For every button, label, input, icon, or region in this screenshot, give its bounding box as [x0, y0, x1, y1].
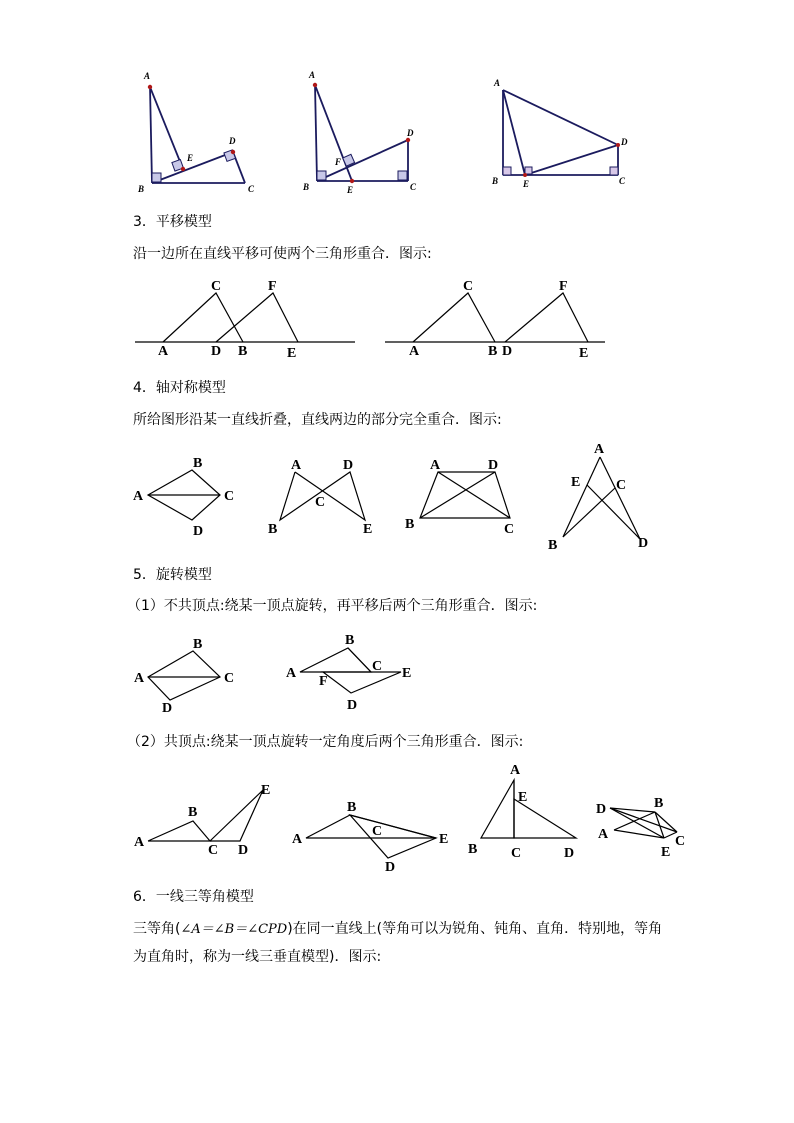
label-D: D — [343, 458, 354, 473]
figure-top-a — [130, 65, 270, 200]
label-C: C — [619, 176, 626, 186]
section-6-line1-pre: 三等角( — [133, 921, 181, 937]
label-A: A — [291, 458, 302, 473]
label-B: B — [345, 633, 355, 648]
label-A: A — [286, 666, 297, 681]
label-C: C — [208, 843, 219, 858]
figure-symmetry-2 — [263, 450, 383, 545]
label-C: C — [224, 489, 235, 504]
section-3-description: 沿一边所在直线平移可使两个三角形重合．图示: — [133, 246, 432, 262]
label-D: D — [638, 536, 649, 551]
label-D: D — [502, 344, 513, 359]
figure-rotation-4 — [290, 792, 465, 874]
figure-top-c — [485, 75, 635, 195]
label-B: B — [654, 796, 664, 811]
label-C: C — [211, 279, 222, 294]
label-D: D — [238, 843, 249, 858]
equal-angles-formula: ∠A＝∠B＝∠CPD — [180, 922, 288, 937]
label-C: C — [372, 659, 383, 674]
label-C: C — [224, 671, 235, 686]
section-5-sub2: （2）共顶点:绕某一顶点旋转一定角度后两个三角形重合．图示: — [127, 734, 524, 750]
label-C: C — [410, 182, 417, 192]
label-A: A — [430, 458, 441, 473]
label-A: A — [594, 442, 605, 457]
section-6-line1 — [133, 919, 662, 940]
figure-symmetry-1 — [130, 450, 245, 545]
label-C: C — [372, 824, 383, 839]
label-B: B — [193, 637, 203, 652]
label-D: D — [385, 860, 396, 875]
label-D: D — [407, 128, 414, 138]
label-A: A — [598, 827, 609, 842]
label-A: A — [510, 763, 521, 778]
section-3-heading: 3．平移模型 — [133, 214, 212, 230]
label-C: C — [463, 279, 474, 294]
label-A: A — [494, 78, 501, 88]
section-6-line1-post: )在同一直线上(等角可以为锐角、钝角、直角．特别地，等角 — [287, 921, 663, 937]
label-A: A — [158, 344, 169, 359]
label-B: B — [188, 805, 198, 820]
label-E: E — [402, 666, 412, 681]
label-B: B — [193, 456, 203, 471]
label-C: C — [675, 834, 686, 849]
label-C: C — [315, 495, 326, 510]
label-E: E — [661, 845, 671, 860]
label-B: B — [303, 182, 310, 192]
label-E: E — [439, 832, 449, 847]
figure-symmetry-4 — [543, 437, 663, 555]
label-A: A — [134, 835, 145, 850]
label-B: B — [492, 176, 499, 186]
label-E: E — [518, 790, 528, 805]
label-A: A — [292, 832, 303, 847]
label-E: E — [363, 522, 373, 537]
figure-translation-2 — [383, 275, 608, 365]
label-D: D — [347, 698, 358, 713]
label-A: A — [134, 671, 145, 686]
label-E: E — [523, 179, 530, 189]
label-B: B — [268, 522, 278, 537]
label-B: B — [238, 344, 248, 359]
section-6-heading: 6．一线三等角模型 — [133, 889, 254, 905]
label-B: B — [548, 538, 558, 553]
section-5-sub1: （1）不共顶点:绕某一顶点旋转，再平移后两个三角形重合．图示: — [127, 598, 538, 614]
label-C: C — [616, 478, 627, 493]
label-A: A — [144, 71, 151, 81]
label-B: B — [488, 344, 498, 359]
label-E: E — [571, 475, 581, 490]
label-D: D — [162, 701, 173, 716]
figure-top-b — [295, 65, 435, 200]
label-B: B — [468, 842, 478, 857]
label-F: F — [335, 157, 342, 167]
figure-rotation-2 — [283, 625, 418, 715]
label-F: F — [319, 674, 328, 689]
label-E: E — [261, 783, 271, 798]
label-F: F — [559, 279, 568, 294]
label-B: B — [138, 184, 145, 194]
label-E: E — [347, 185, 354, 195]
label-D: D — [621, 137, 628, 147]
section-6-line2: 为直角时，称为一线三垂直模型)．图示: — [133, 949, 382, 965]
figure-rotation-3 — [130, 778, 280, 860]
label-D: D — [596, 802, 607, 817]
section-4-heading: 4．轴对称模型 — [133, 380, 226, 396]
label-D: D — [488, 458, 499, 473]
section-5-heading: 5．旋转模型 — [133, 567, 212, 583]
label-D: D — [564, 846, 575, 861]
label-D: D — [229, 136, 236, 146]
label-A: A — [309, 70, 316, 80]
label-A: A — [133, 489, 144, 504]
label-B: B — [405, 517, 415, 532]
label-D: D — [211, 344, 222, 359]
label-A: A — [409, 344, 420, 359]
label-E: E — [287, 346, 297, 361]
label-B: B — [347, 800, 357, 815]
section-4-description: 所给图形沿某一直线折叠，直线两边的部分完全重合．图示: — [133, 412, 502, 428]
figure-rotation-1 — [130, 630, 245, 715]
figure-rotation-5 — [466, 758, 586, 863]
label-D: D — [193, 524, 204, 539]
label-C: C — [504, 522, 515, 537]
figure-symmetry-3 — [400, 450, 525, 545]
figure-rotation-6 — [592, 790, 692, 865]
label-E: E — [187, 153, 194, 163]
label-E: E — [579, 346, 589, 361]
label-F: F — [268, 279, 277, 294]
figure-translation-1 — [133, 275, 358, 365]
label-C: C — [511, 846, 522, 861]
label-C: C — [248, 184, 255, 194]
